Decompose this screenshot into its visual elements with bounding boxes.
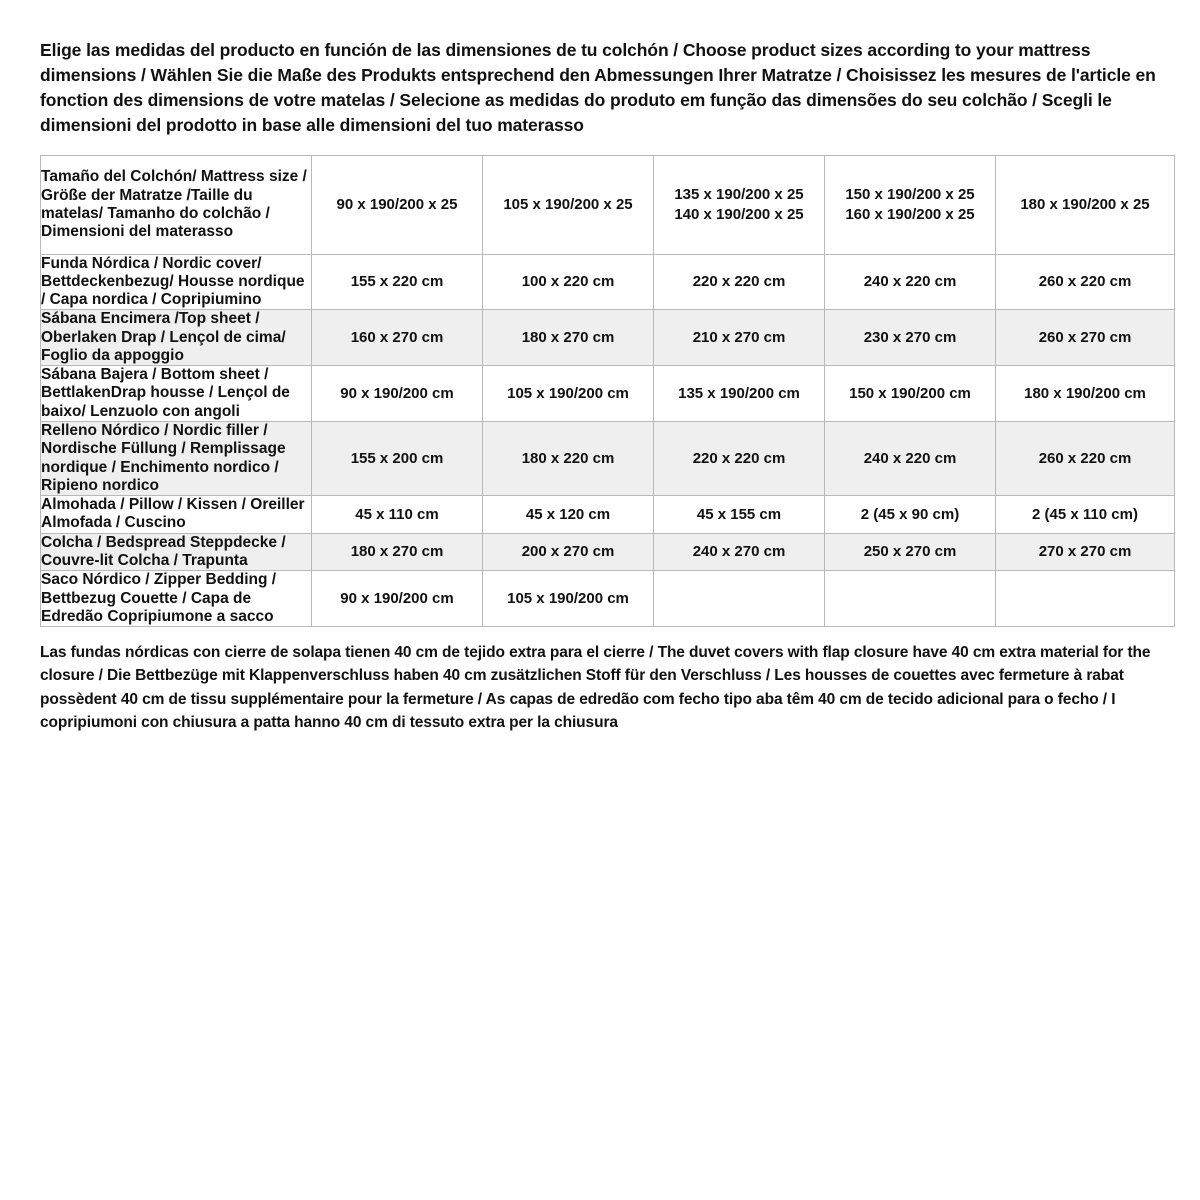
table-row [41, 366, 1175, 422]
table-row [41, 571, 1175, 627]
row-value: 240 x 220 cm [825, 422, 996, 496]
intro-text: Elige las medidas del producto en función de las dimensiones de tu colchón / Choose product sizes according to your mattress dimensions / Wählen Sie die Maße des Produkts entsprechend den Abmessungen Ihrer Matratze / Choisissez les mesures de l'article en fonction des dimensions de votre matelas / Selecione as medidas do produto em função das dimensões do seu colchão / Scegli le dimensioni del prodotto in base alle dimensioni del tuo materasso [40, 40, 1156, 135]
header-col-4 [825, 156, 996, 254]
row-value: 260 x 220 cm [996, 422, 1175, 496]
header-col-2 [483, 156, 654, 254]
row-value: 105 x 190/200 cm [483, 366, 654, 422]
row-value: 260 x 270 cm [996, 310, 1175, 366]
table-row [41, 422, 1175, 496]
header-col-1 [312, 156, 483, 254]
row-label: Sábana Encimera /Top sheet / Oberlaken Drap / Lençol de cima/ Foglio da appoggio [41, 310, 312, 366]
row-label: Colcha / Bedspread Steppdecke / Couvre-lit Colcha / Trapunta [41, 533, 312, 571]
row-value: 270 x 270 cm [996, 533, 1175, 571]
row-value: 155 x 220 cm [312, 254, 483, 310]
header-col-4-line-2: 160 x 190/200 x 25 [845, 205, 975, 223]
header-col-3-line-1: 135 x 190/200 x 25 [674, 186, 804, 204]
header-col-1-line-1: 90 x 190/200 x 25 [336, 196, 458, 214]
row-value: 260 x 220 cm [996, 254, 1175, 310]
row-value: 2 (45 x 110 cm) [996, 496, 1175, 534]
row-value: 90 x 190/200 cm [312, 366, 483, 422]
row-value: 45 x 155 cm [654, 496, 825, 534]
row-value: 45 x 120 cm [483, 496, 654, 534]
footnote-text: Las fundas nórdicas con cierre de solapa tienen 40 cm de tejido extra para el cierre / The duvet covers with flap closure have 40 cm extra material for the closure / Die Bettbezüge mit Klappenverschluss haben 40 cm zusätzlichen Stoff für den Verschluss / Les housses de couettes avec fermeture à rabat possèdent 40 cm de tissu supplémentaire pour la fermeture / As capas de edredão com fecho tipo aba têm 40 cm de tecido adicional para o fecho / I copripiumoni con chiusura a patta hanno 40 cm di tessuto extra per la chiusura [40, 644, 1151, 731]
row-value: 160 x 270 cm [312, 310, 483, 366]
row-value: 2 (45 x 90 cm) [825, 496, 996, 534]
header-col-5-line-1: 180 x 190/200 x 25 [1020, 196, 1150, 214]
header-col-3 [654, 156, 825, 254]
row-value: 220 x 220 cm [654, 422, 825, 496]
header-col-2-line-1: 105 x 190/200 x 25 [503, 196, 633, 214]
header-col-5 [996, 156, 1175, 254]
row-value: 230 x 270 cm [825, 310, 996, 366]
mattress-size-table [40, 155, 1175, 627]
row-value: 150 x 190/200 cm [825, 366, 996, 422]
row-value: 155 x 200 cm [312, 422, 483, 496]
table-row [41, 310, 1175, 366]
header-col-3-line-2: 140 x 190/200 x 25 [674, 205, 804, 223]
row-value [654, 571, 825, 627]
row-value: 210 x 270 cm [654, 310, 825, 366]
row-value: 200 x 270 cm [483, 533, 654, 571]
row-value: 180 x 220 cm [483, 422, 654, 496]
table-row [41, 254, 1175, 310]
row-value [996, 571, 1175, 627]
header-label-cell: Tamaño del Colchón/ Mattress size / Größe der Matratze /Taille du matelas/ Tamanho do colchão / Dimensioni del materasso [41, 156, 312, 254]
row-value: 135 x 190/200 cm [654, 366, 825, 422]
row-value [825, 571, 996, 627]
row-value: 180 x 190/200 cm [996, 366, 1175, 422]
row-value: 240 x 270 cm [654, 533, 825, 571]
row-value: 180 x 270 cm [483, 310, 654, 366]
table-body [41, 156, 1175, 627]
row-value: 105 x 190/200 cm [483, 571, 654, 627]
table-row [41, 533, 1175, 571]
row-value: 220 x 220 cm [654, 254, 825, 310]
table-header-row [41, 156, 1175, 254]
row-value: 90 x 190/200 cm [312, 571, 483, 627]
row-label: Funda Nórdica / Nordic cover/ Bettdeckenbezug/ Housse nordique / Capa nordica / Copripiumino [41, 254, 312, 310]
row-value: 45 x 110 cm [312, 496, 483, 534]
header-col-4-line-1: 150 x 190/200 x 25 [845, 186, 975, 204]
row-label: Relleno Nórdico / Nordic filler / Nordische Füllung / Remplissage nordique / Enchimento nordico / Ripieno nordico [41, 422, 312, 496]
row-label: Saco Nórdico / Zipper Bedding / Bettbezug Couette / Capa de Edredão Copripiumone a sacco [41, 571, 312, 627]
table-row [41, 496, 1175, 534]
row-value: 250 x 270 cm [825, 533, 996, 571]
row-value: 100 x 220 cm [483, 254, 654, 310]
row-label: Almohada / Pillow / Kissen / Oreiller Almofada / Cuscino [41, 496, 312, 534]
row-value: 180 x 270 cm [312, 533, 483, 571]
row-label: Sábana Bajera / Bottom sheet / BettlakenDrap housse / Lençol de baixo/ Lenzuolo con angoli [41, 366, 312, 422]
row-value: 240 x 220 cm [825, 254, 996, 310]
